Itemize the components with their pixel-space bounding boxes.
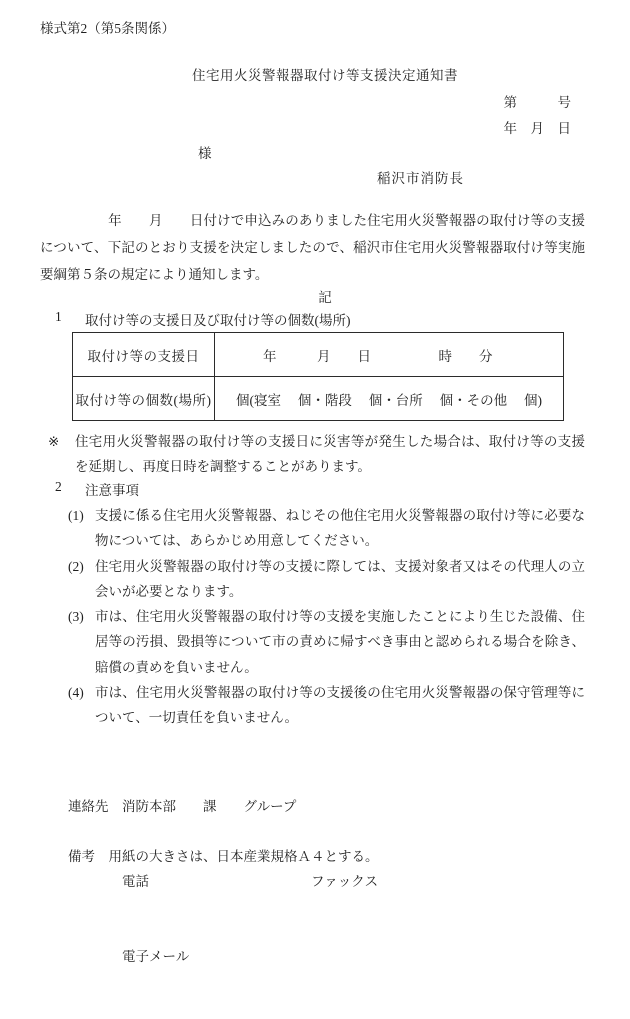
- support-date-label: 取付け等の支援日: [73, 333, 215, 377]
- item-text: 市は、住宅用火災警報器の取付け等の支援を実施したことにより生じた設備、住居等の汚損、毀損等について市の責めに帰すべき事由と認められる場合を除き、賠償の責めを負いません。: [95, 609, 585, 675]
- doc-number-line: 第 号: [503, 95, 571, 110]
- unit-count-label: 取付け等の個数(場所): [73, 377, 215, 421]
- note-text: 住宅用火災警報器の取付け等の支援日に災害等が発生した場合は、取付け等の支援を延期し、再度日時を調整することがあります。: [75, 434, 585, 474]
- support-table: [72, 332, 564, 421]
- section2-heading: [55, 479, 585, 499]
- section1-heading-text: 取付け等の支援日及び取付け等の個数(場所): [85, 313, 351, 328]
- contact-line-email: 電子メール: [68, 949, 190, 964]
- notice-item: [68, 680, 585, 731]
- table-row: [73, 377, 564, 421]
- section2-heading-text: 注意事項: [85, 483, 139, 498]
- addressee-honorific: 様: [198, 146, 212, 161]
- record-marker: 記: [318, 290, 332, 305]
- item-number: (4): [68, 685, 84, 701]
- contact-line-department: 連絡先 消防本部 課 グループ: [68, 799, 297, 814]
- contact-block: [68, 744, 378, 1019]
- item-text: 市は、住宅用火災警報器の取付け等の支援後の住宅用火災警報器の保守管理等について、一切責任を負いません。: [95, 685, 585, 726]
- remarks-line: 備考 用紙の大きさは、日本産業規格Ａ４とする。: [68, 849, 379, 864]
- table-row: [73, 333, 564, 377]
- notice-item: [68, 503, 585, 554]
- date-line: 年 月 日: [503, 121, 571, 136]
- support-date-value: 年 月 日 時 分: [215, 333, 564, 377]
- contact-line-phone-fax: 電話 ファックス: [68, 874, 379, 889]
- item-text: 支援に係る住宅用火災警報器、ねじその他住宅用火災警報器の取付け等に必要な物については、あらかじめ用意してください。: [95, 508, 585, 549]
- item-number: (3): [68, 609, 84, 625]
- form-number: 様式第2（第5条関係）: [40, 21, 175, 36]
- sender-line: 稲沢市消防長: [377, 171, 464, 186]
- body-paragraph: 年 月 日付けで申込みのありました住宅用火災警報器の取付け等の支援について、下記のとおり支援を決定しましたので、稲沢市住宅用火災警報器取付け等実施要綱第５条の規定により通知します。: [40, 213, 585, 282]
- notice-item: [68, 604, 585, 680]
- addressee-line: [198, 142, 212, 162]
- notice-item: [68, 554, 585, 605]
- postponement-note: [48, 429, 585, 479]
- section1-heading: [55, 309, 585, 329]
- section1-number: 1: [55, 309, 62, 324]
- notice-items: [68, 503, 585, 731]
- section2-number: 2: [55, 479, 62, 494]
- note-marker: ※: [48, 434, 60, 449]
- item-number: (1): [68, 508, 84, 523]
- item-number: (2): [68, 558, 84, 574]
- document-title: 住宅用火災警報器取付け等支援決定通知書: [192, 68, 458, 83]
- unit-count-value: 個(寝室 個・階段 個・台所 個・その他 個): [215, 377, 564, 421]
- item-text: 住宅用火災警報器の取付け等の支援に際しては、支援対象者又はその代理人の立会いが必要となります。: [95, 558, 585, 599]
